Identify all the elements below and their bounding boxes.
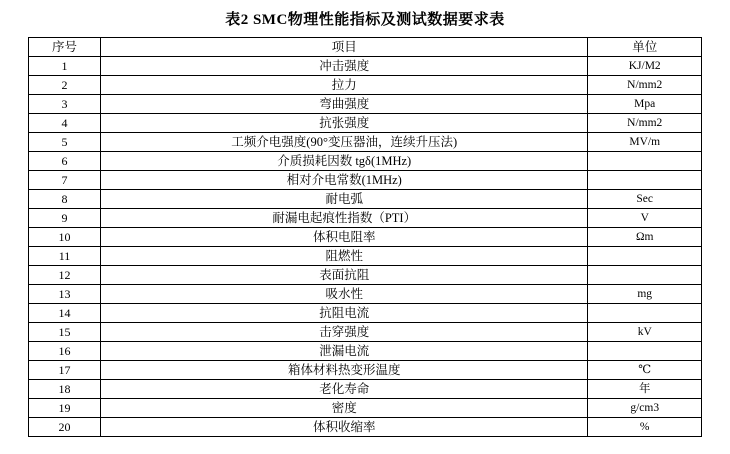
cell-unit: MV/m bbox=[588, 133, 702, 152]
table-row bbox=[29, 190, 702, 209]
cell-no: 11 bbox=[29, 247, 101, 266]
cell-item: 击穿强度 bbox=[101, 323, 588, 342]
cell-no: 5 bbox=[29, 133, 101, 152]
table-header bbox=[29, 38, 702, 57]
page-title: 表2 SMC物理性能指标及测试数据要求表 bbox=[225, 12, 505, 28]
table-row bbox=[29, 133, 702, 152]
cell-no: 17 bbox=[29, 361, 101, 380]
column-header-unit: 单位 bbox=[588, 38, 702, 57]
table-row bbox=[29, 152, 702, 171]
cell-unit: kV bbox=[588, 323, 702, 342]
table-row bbox=[29, 114, 702, 133]
cell-no: 2 bbox=[29, 76, 101, 95]
table-row bbox=[29, 171, 702, 190]
column-header-no: 序号 bbox=[29, 38, 101, 57]
cell-unit: mg bbox=[588, 285, 702, 304]
cell-unit: g/cm3 bbox=[588, 399, 702, 418]
cell-unit: Mpa bbox=[588, 95, 702, 114]
table-container bbox=[0, 37, 730, 437]
table-row bbox=[29, 323, 702, 342]
spec-table bbox=[28, 37, 702, 437]
cell-no: 4 bbox=[29, 114, 101, 133]
cell-item: 工频介电强度(90°变压器油，连续升压法) bbox=[101, 133, 588, 152]
cell-item: 老化寿命 bbox=[101, 380, 588, 399]
cell-item: 抗张强度 bbox=[101, 114, 588, 133]
cell-item: 耐漏电起痕性指数（PTI） bbox=[101, 209, 588, 228]
cell-unit bbox=[588, 304, 702, 323]
cell-unit: Ωm bbox=[588, 228, 702, 247]
cell-no: 20 bbox=[29, 418, 101, 437]
column-header-item: 项目 bbox=[101, 38, 588, 57]
cell-item: 密度 bbox=[101, 399, 588, 418]
cell-unit bbox=[588, 342, 702, 361]
table-row bbox=[29, 266, 702, 285]
cell-item: 拉力 bbox=[101, 76, 588, 95]
cell-item: 耐电弧 bbox=[101, 190, 588, 209]
cell-unit bbox=[588, 266, 702, 285]
table-row bbox=[29, 304, 702, 323]
cell-no: 19 bbox=[29, 399, 101, 418]
cell-no: 8 bbox=[29, 190, 101, 209]
cell-unit bbox=[588, 152, 702, 171]
cell-unit: V bbox=[588, 209, 702, 228]
table-row bbox=[29, 342, 702, 361]
cell-no: 13 bbox=[29, 285, 101, 304]
cell-no: 14 bbox=[29, 304, 101, 323]
table-row bbox=[29, 247, 702, 266]
cell-item: 体积收缩率 bbox=[101, 418, 588, 437]
cell-unit: KJ/M2 bbox=[588, 57, 702, 76]
cell-unit: N/mm2 bbox=[588, 76, 702, 95]
cell-no: 6 bbox=[29, 152, 101, 171]
table-row bbox=[29, 57, 702, 76]
cell-item: 相对介电常数(1MHz) bbox=[101, 171, 588, 190]
cell-item: 泄漏电流 bbox=[101, 342, 588, 361]
table-row bbox=[29, 380, 702, 399]
cell-item: 吸水性 bbox=[101, 285, 588, 304]
cell-item: 表面抗阻 bbox=[101, 266, 588, 285]
table-header-row bbox=[29, 38, 702, 57]
cell-item: 弯曲强度 bbox=[101, 95, 588, 114]
table-row bbox=[29, 285, 702, 304]
cell-unit: N/mm2 bbox=[588, 114, 702, 133]
cell-unit: Sec bbox=[588, 190, 702, 209]
cell-no: 9 bbox=[29, 209, 101, 228]
cell-unit bbox=[588, 247, 702, 266]
cell-unit: 年 bbox=[588, 380, 702, 399]
cell-no: 1 bbox=[29, 57, 101, 76]
table-row bbox=[29, 76, 702, 95]
table-row bbox=[29, 209, 702, 228]
cell-item: 阻燃性 bbox=[101, 247, 588, 266]
cell-unit bbox=[588, 171, 702, 190]
cell-no: 18 bbox=[29, 380, 101, 399]
table-row bbox=[29, 95, 702, 114]
cell-no: 16 bbox=[29, 342, 101, 361]
cell-unit: % bbox=[588, 418, 702, 437]
cell-no: 12 bbox=[29, 266, 101, 285]
cell-item: 介质损耗因数 tgδ(1MHz) bbox=[101, 152, 588, 171]
cell-no: 10 bbox=[29, 228, 101, 247]
cell-no: 15 bbox=[29, 323, 101, 342]
cell-unit: ℃ bbox=[588, 361, 702, 380]
cell-no: 3 bbox=[29, 95, 101, 114]
cell-item: 箱体材料热变形温度 bbox=[101, 361, 588, 380]
table-row bbox=[29, 228, 702, 247]
table-row bbox=[29, 399, 702, 418]
table-body bbox=[29, 57, 702, 437]
cell-item: 冲击强度 bbox=[101, 57, 588, 76]
table-row bbox=[29, 361, 702, 380]
cell-item: 体积电阻率 bbox=[101, 228, 588, 247]
table-row bbox=[29, 418, 702, 437]
cell-item: 抗阻电流 bbox=[101, 304, 588, 323]
cell-no: 7 bbox=[29, 171, 101, 190]
